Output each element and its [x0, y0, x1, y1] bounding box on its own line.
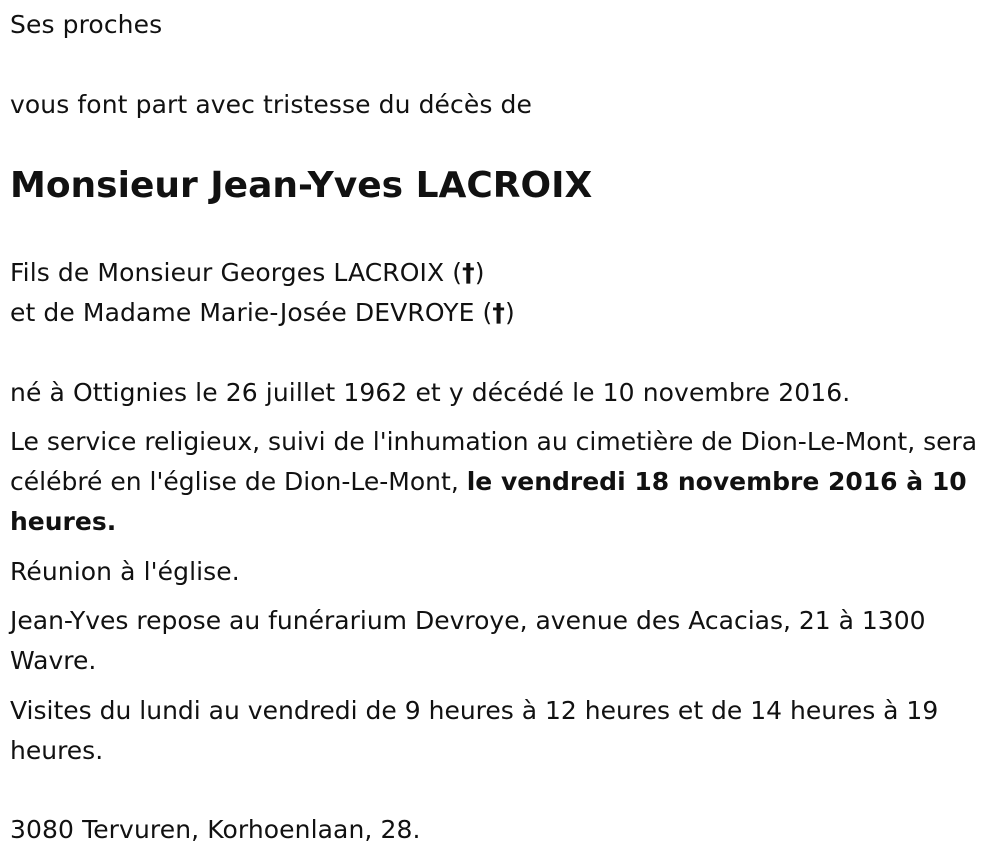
father-close: ) [474, 258, 485, 287]
mother-line [10, 293, 515, 333]
address-text: 3080 Tervuren, Korhoenlaan, 28. [10, 815, 421, 844]
birth-death-text: né à Ottignies le 26 juillet 1962 et y décédé le 10 novembre 2016. [10, 378, 851, 407]
mother-text: et de Madame Marie-Josée DEVROYE ( [10, 298, 493, 327]
mother-close: ) [505, 298, 515, 327]
service-date-time: le vendredi 18 novembre 2016 à 10 heures. [10, 467, 967, 536]
father-line [10, 253, 485, 293]
service-text: Le service religieux, suivi de l'inhumation au cimetière de Dion-Le-Mont, sera célébré en l'église de Dion-Le-Mont, [10, 427, 978, 496]
meeting-text: Réunion à l'église. [10, 557, 240, 586]
notice-text: vous font part avec tristesse du décès de [10, 90, 532, 119]
intro-text: Ses proches [10, 10, 163, 39]
father-text: Fils de Monsieur Georges LACROIX ( [10, 258, 463, 287]
cross-icon: † [462, 258, 475, 287]
cross-icon: † [492, 298, 506, 327]
service-paragraph [10, 422, 985, 542]
repose-text: Jean-Yves repose au funérarium Devroye, avenue des Acacias, 21 à 1300 Wavre. [10, 606, 926, 675]
deceased-name: Monsieur Jean-Yves LACROIX [10, 165, 593, 206]
visits-text: Visites du lundi au vendredi de 9 heures à 12 heures et de 14 heures à 19 heures. [10, 696, 939, 765]
